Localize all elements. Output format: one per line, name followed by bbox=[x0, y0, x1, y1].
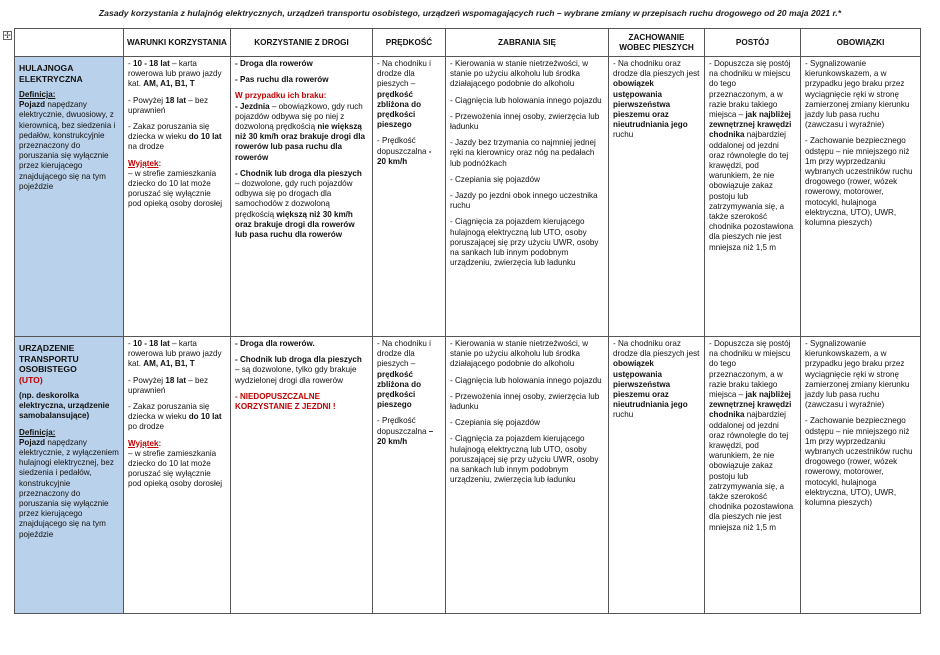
text: prędkość zbliżona do prędkości pieszego bbox=[377, 89, 422, 130]
list-item: - Jazdy bez trzymania co najmniej jednej ręki na kierownicy oraz nóg na pedałach lub podnóżkach bbox=[450, 138, 596, 168]
postoj-cell bbox=[705, 337, 801, 614]
vehicle-name: URZĄDZENIE TRANSPORTU OSOBISTEGO bbox=[19, 343, 79, 374]
text: - Powyżej bbox=[128, 95, 166, 105]
droga-cell bbox=[231, 337, 373, 614]
obowiazki-cell bbox=[801, 57, 921, 337]
text: do 10 lat bbox=[188, 412, 222, 422]
list-item: - Jazdy po jezdni obok innego uczestnika ruchu bbox=[450, 191, 598, 211]
text: 10 - 18 lat bbox=[132, 59, 170, 68]
list-item: - Kierowania w stanie nietrzeźwości, w stanie po użyciu alkoholu lub środka działającego podobnie do alkoholu bbox=[450, 339, 589, 369]
zabrania-cell bbox=[446, 337, 609, 614]
text: - Droga dla rowerów. bbox=[235, 339, 315, 348]
predkosc-cell bbox=[373, 57, 446, 337]
vehicle-abbrev: (UTO) bbox=[19, 374, 43, 385]
text: – 20 km/h bbox=[377, 426, 434, 446]
text: 10 - 18 lat bbox=[132, 339, 170, 348]
text: - Prędkość dopuszczalna bbox=[377, 136, 429, 156]
text: - 20 km/h bbox=[377, 146, 432, 166]
list-item: - Sygnalizowanie kierunkowskazem, a w przypadku jego braku przez wyciągnięcie ręki w stronę zamierzonej zmiany kierunku jazdy lub pasa ruchu (zawczasu i wyraźnie) bbox=[805, 339, 910, 410]
header-piesi: ZACHOWANIE WOBEC PIESZYCH bbox=[609, 29, 705, 57]
exception-label: Wyjątek bbox=[128, 438, 159, 448]
text: - Chodnik lub droga dla pieszych bbox=[235, 355, 362, 365]
definition-label: Definicja: bbox=[19, 427, 56, 437]
text: – obowiązkowo, gdy ruch pojazdów odbywa się po niej z dozwoloną prędkością bbox=[235, 101, 363, 132]
text: - Na chodniku oraz drodze dla pieszych jest bbox=[613, 339, 700, 359]
text: - Na chodniku i drodze dla pieszych – bbox=[377, 59, 431, 89]
header-obowiazki: OBOWIĄZKI bbox=[801, 29, 921, 57]
definition-bold: Pojazd bbox=[19, 100, 46, 110]
zabrania-cell bbox=[446, 57, 609, 337]
vehicle-name: HULAJNOGA ELEKTRYCZNA bbox=[19, 63, 83, 84]
definition-label: Definicja: bbox=[19, 90, 56, 99]
text: - Chodnik lub droga dla pieszych bbox=[235, 168, 362, 178]
header-postoj: POSTÓJ bbox=[705, 29, 801, 57]
obowiazki-cell bbox=[801, 337, 921, 614]
text: W przypadku ich braku: bbox=[235, 91, 327, 101]
text: - Zakaz poruszania się dziecka w wieku bbox=[128, 122, 210, 142]
warunki-cell: - 10 - 18 lat – karta rowerowa lub prawo jazdy kat. AM, A1, B1, T - Powyżej 18 lat – bez uprawnień - Zakaz poruszania się dziecka w wieku do 10 lat po drodze Wyjątek: – w strefie zamieszkania dziecko do 10 lat może poruszać się wyłącznie pod opieką osoby dorosłej bbox=[124, 337, 231, 614]
list-item: - Przewożenia innej osoby, zwierzęcia lub ładunku bbox=[450, 111, 600, 132]
text: - Jezdnia bbox=[235, 101, 270, 111]
text: AM, A1, B1, T bbox=[143, 359, 195, 369]
text: ruchu bbox=[613, 130, 634, 140]
text: - Prędkość dopuszczalna bbox=[377, 416, 429, 436]
text: - Na chodniku i drodze dla pieszych – bbox=[377, 339, 431, 369]
text: - Powyżej bbox=[128, 375, 166, 385]
text: po drodze bbox=[128, 422, 164, 432]
piesi-cell bbox=[609, 57, 705, 337]
text: – karta rowerowa lub prawo jazdy kat. bbox=[128, 59, 222, 89]
vehicle-examples: (np. deskorolka elektryczna, urządzenie samobalansujące) bbox=[19, 391, 110, 421]
text: AM, A1, B1, T bbox=[143, 79, 195, 89]
header-warunki: WARUNKI KORZYSTANIA bbox=[124, 29, 231, 57]
list-item: - Sygnalizowanie kierunkowskazem, a w przypadku jego braku przez wyciągnięcie ręki w stronę zamierzonej zmiany kierunku jazdy lub pasa ruchu (zawczasu i wyraźnie) bbox=[805, 59, 910, 130]
text: – są dozwolone, tylko gdy brakuje wydzielonej drogi dla rowerów bbox=[235, 365, 357, 385]
text: - bbox=[128, 59, 133, 68]
text: – bez uprawnień bbox=[128, 95, 209, 115]
text: jak najbliżej zewnętrznej krawędzi chodnika bbox=[709, 390, 792, 420]
list-item: - Czepiania się pojazdów bbox=[450, 174, 540, 184]
text: jak najbliżej zewnętrznej krawędzi chodnika bbox=[709, 110, 792, 140]
header-droga: KORZYSTANIE Z DROGI bbox=[231, 29, 373, 57]
header-empty bbox=[15, 29, 124, 57]
text: na drodze bbox=[128, 142, 164, 152]
table-row bbox=[15, 57, 921, 337]
vehicle-cell bbox=[15, 337, 124, 614]
postoj-cell bbox=[705, 57, 801, 337]
list-item: - Kierowania w stanie nietrzeźwości, w stanie po użyciu alkoholu lub środka działającego podobnie do alkoholu bbox=[450, 59, 589, 89]
text: 18 lat bbox=[165, 375, 187, 385]
list-item: - Ciągnięcia za pojazdem kierującego hulajnogą elektryczną lub UTO, osoby poruszającej się przy użyciu UWR, osoby na sankach lub innym podobnym urządzeniu, zwierzęcia lub ładunku bbox=[450, 217, 599, 268]
text: - Pas ruchu dla rowerów bbox=[235, 75, 329, 85]
table-row bbox=[15, 337, 921, 614]
text: – karta rowerowa lub prawo jazdy kat. bbox=[128, 339, 222, 369]
droga-cell bbox=[231, 57, 373, 337]
text: obowiązek ustępowania pierwszeństwa pieszemu oraz nieutrudniania jego bbox=[613, 79, 688, 130]
rules-table bbox=[14, 28, 921, 614]
text: – w strefie zamieszkania dziecko do 10 lat może poruszać się wyłącznie pod opieką osoby dorosłej bbox=[128, 168, 223, 209]
list-item: - Zachowanie bezpiecznego odstępu – nie mniejszego niż 1m przy wyprzedzaniu wybranych uczestników ruchu drogowego (rower, wózek rowerowy, motorower, motocykl, hulajnoga elektryczna, UTO), UWR, kolumna pieszych) bbox=[805, 136, 913, 228]
list-item: - Ciągnięcia za pojazdem kierującego hulajnogą elektryczną lub UTO, osoby poruszającej się przy użyciu UWR, osoby na sankach lub innym podobnym urządzeniu, zwierzęcia lub ładunku bbox=[450, 434, 599, 485]
text: najbardziej oddalonej od jezdni oraz równolegle do tej krawędzi, pod warunkiem, że nie obowiązuje zakaz postoju lub zatrzymywania się, a także szerokość chodnika pozostawiona dla pieszych nie jest mniejsza niż 1,5 m bbox=[709, 410, 794, 532]
text: - Dopuszcza się postój na chodniku w miejscu do tego przeznaczonym, a w razie braku takiego miejsca – bbox=[709, 339, 791, 400]
predkosc-cell bbox=[373, 337, 446, 614]
text: 18 lat bbox=[165, 95, 187, 105]
text: – dozwolone, gdy ruch pojazdów odbywa się po drogach dla samochodów z dozwoloną prędkością bbox=[235, 179, 353, 219]
text: ruchu bbox=[613, 410, 634, 420]
text: - Droga dla rowerów bbox=[235, 59, 313, 68]
text: do 10 lat bbox=[188, 132, 222, 142]
warunki-cell: - 10 - 18 lat – karta rowerowa lub prawo jazdy kat. AM, A1, B1, T - Powyżej 18 lat – bez uprawnień - Zakaz poruszania się dziecka w wieku do 10 lat na drodze Wyjątek: – w strefie zamieszkania dziecko do 10 lat może poruszać się wyłącznie pod opieką osoby dorosłej bbox=[124, 57, 231, 337]
list-item: - Zachowanie bezpiecznego odstępu – nie mniejszego niż 1m przy wyprzedzaniu wybranych uczestników ruchu drogowego (rower, wózek rowerowy, motorower, motocykl, hulajnoga elektryczna, UTO), UWR, kolumna pieszych) bbox=[805, 416, 913, 508]
piesi-cell bbox=[609, 337, 705, 614]
list-item: - Przewożenia innej osoby, zwierzęcia lub ładunku bbox=[450, 391, 600, 412]
header-row bbox=[15, 29, 921, 57]
list-item: - Ciągnięcia lub holowania innego pojazdu bbox=[450, 375, 602, 385]
text: nie większą niż 30 km/h oraz brakuje drogi dla rowerów lub pasa ruchu dla rowerów bbox=[235, 122, 365, 162]
text: - Na chodniku oraz drodze dla pieszych jest bbox=[613, 59, 700, 79]
list-item: - Ciągnięcia lub holowania innego pojazdu bbox=[450, 95, 602, 105]
text: – bez uprawnień bbox=[128, 375, 209, 395]
header-predkosc: PRĘDKOŚĆ bbox=[373, 29, 446, 57]
move-handle-icon[interactable]: ✢ bbox=[4, 31, 11, 40]
list-item: - Czepiania się pojazdów bbox=[450, 418, 540, 428]
exception-label: Wyjątek bbox=[128, 158, 159, 168]
text: prędkość zbliżona do prędkości pieszego bbox=[377, 369, 422, 410]
definition-text: napędzany elektrycznie, dwuosiowy, z kierownicą, bez siedzenia i pedałów, konstrukcyjnie przeznaczony do poruszania się wyłącznie przez kierującego znajdującego się na tym pojeździe bbox=[19, 100, 116, 191]
text: – w strefie zamieszkania dziecko do 10 lat może poruszać się wyłącznie pod opieką osoby dorosłej bbox=[128, 448, 223, 489]
text: - Zakaz poruszania się dziecka w wieku bbox=[128, 402, 210, 422]
definition-bold: Pojazd bbox=[19, 437, 46, 447]
text: - bbox=[128, 339, 133, 348]
text: - Dopuszcza się postój na chodniku w miejscu do tego przeznaczonym, a w razie braku takiego miejsca – bbox=[709, 59, 791, 120]
text: większą niż 30 km/h oraz brakuje drogi dla rowerów lub pasa ruchu dla rowerów bbox=[235, 209, 355, 240]
text: najbardziej oddalonej od jezdni oraz równolegle do tej krawędzi, pod warunkiem, że nie obowiązuje zakaz postoju lub zatrzymywania się, a także szerokość chodnika pozostawiona dla pieszych nie jest mniejsza niż 1,5 m bbox=[709, 130, 794, 252]
text: - NIEDOPUSZCZALNE KORZYSTANIE Z JEZDNI ! bbox=[235, 391, 336, 412]
text: obowiązek ustępowania pierwszeństwa pieszemu oraz nieutrudniania jego bbox=[613, 359, 688, 410]
definition-text: napędzany elektrycznie, z wyłączeniem hulajnogi elektrycznej, bez siedzenia i pedałów, konstrukcyjnie przeznaczony do poruszania się wyłącznie przez kierującego znajdującego się na tym pojeździe bbox=[19, 437, 119, 539]
vehicle-cell bbox=[15, 57, 124, 337]
document-title: Zasady korzystania z hulajnóg elektrycznych, urządzeń transportu osobistego, urządzeń wspomagających ruch – wybrane zmiany w przepisach ruchu drogowego od 20 maja 2021 r.* bbox=[98, 8, 842, 18]
header-zabrania: ZABRANIA SIĘ bbox=[446, 29, 609, 57]
